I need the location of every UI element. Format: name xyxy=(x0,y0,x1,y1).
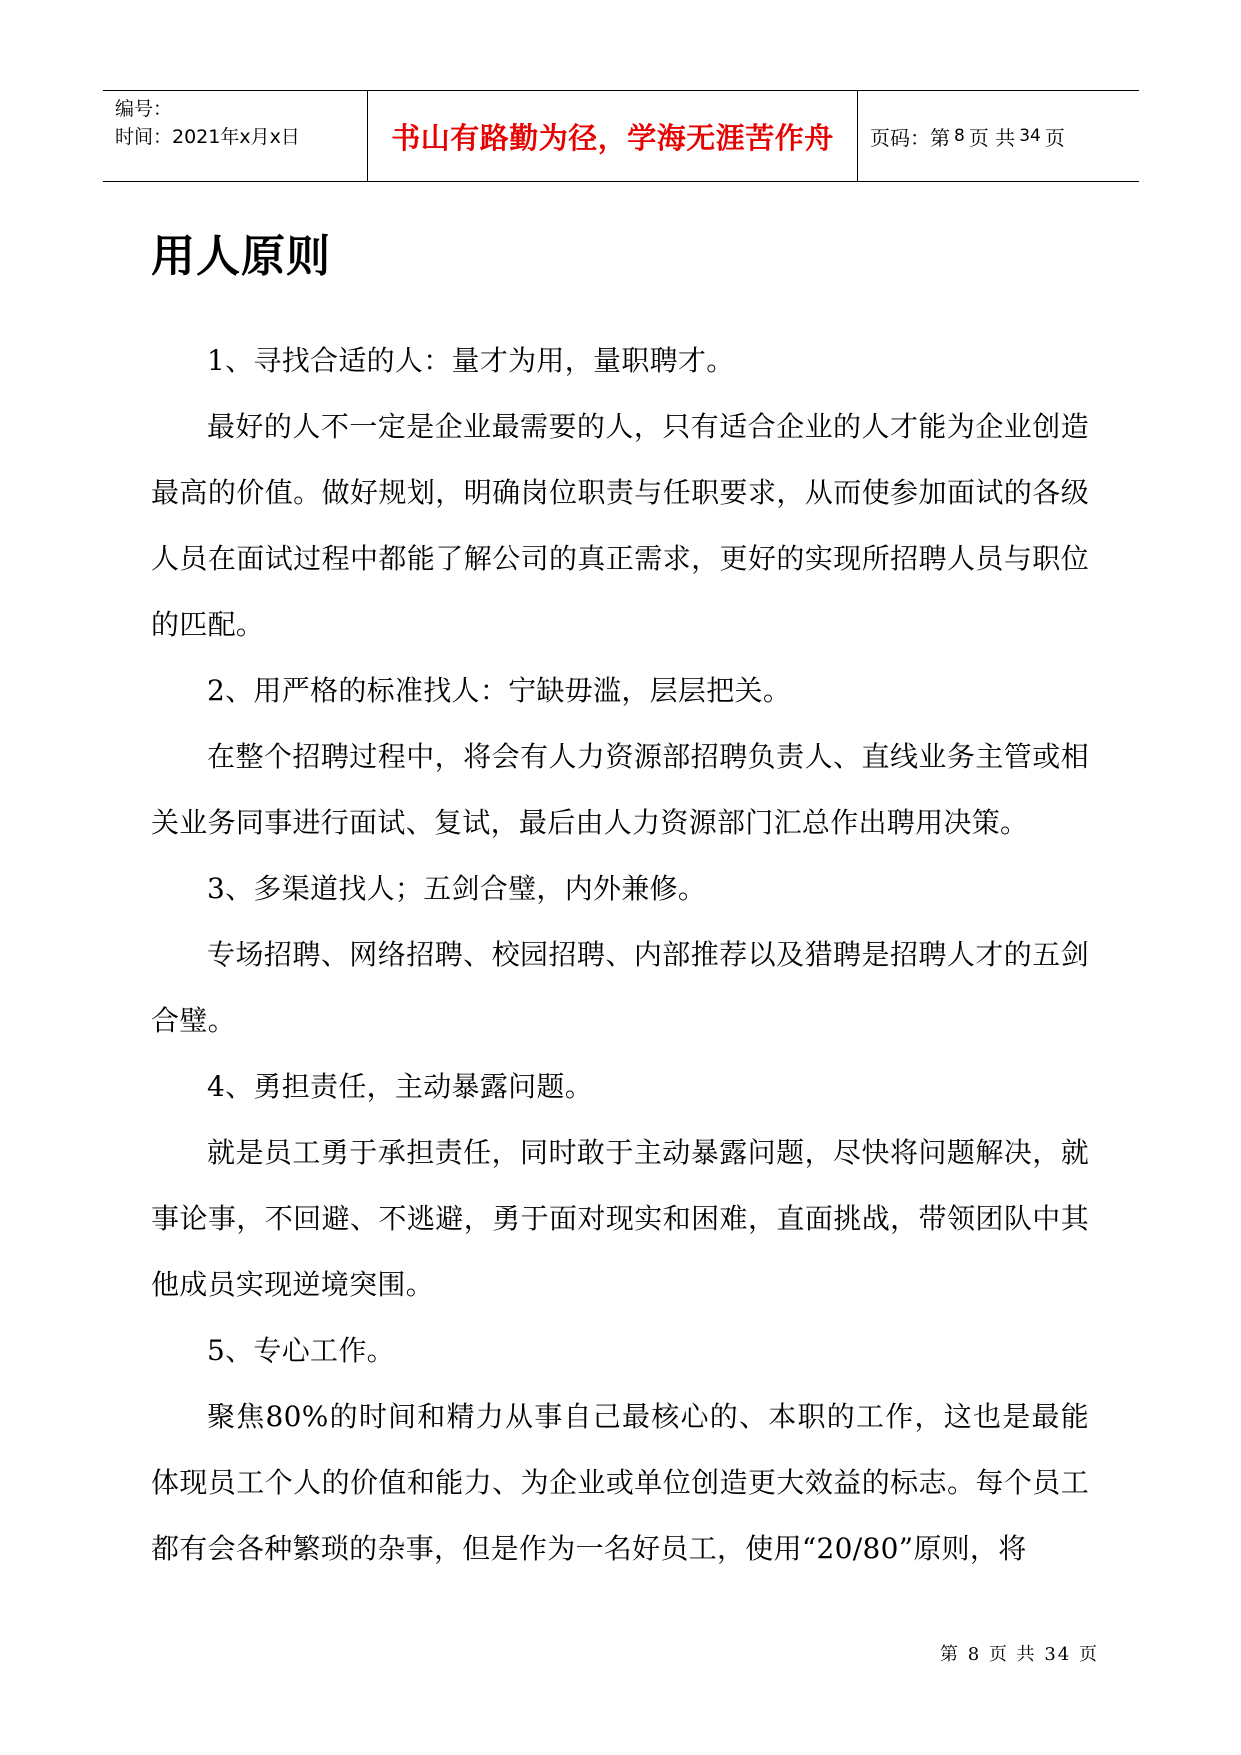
time-label: 时间：2021年x月x日 xyxy=(115,126,300,148)
paragraph: 就是员工勇于承担责任，同时敢于主动暴露问题，尽快将问题解决，就事论事，不回避、不逃避，勇于面对现实和困难，直面挑战，带领团队中其他成员实现逆境突围。 xyxy=(151,1136,1089,1301)
paragraph: 聚焦80%的时间和精力从事自己最核心的、本职的工作，这也是最能体现员工个人的价值和能力、为企业或单位创造更大效益的标志。每个员工都有会各种繁琐的杂事，但是作为一名好员工，使用“20/80”原则，将 xyxy=(151,1400,1089,1565)
paragraph: 最好的人不一定是企业最需要的人，只有适合企业的人才能为企业创造最高的价值。做好规划，明确岗位职责与任职要求，从而使参加面试的各级人员在面试过程中都能了解公司的真正需求，更好的实现所招聘人员与职位的匹配。 xyxy=(151,410,1089,641)
motto-text: 书山有路勤为径，学海无涯苦作舟 xyxy=(391,120,834,155)
page-total: 34 xyxy=(1019,126,1041,146)
paragraph: 3、多渠道找人；五剑合璧，内外兼修。 xyxy=(207,872,707,905)
paragraph: 5、专心工作。 xyxy=(207,1334,395,1367)
paragraph: 4、勇担责任，主动暴露问题。 xyxy=(207,1070,594,1103)
paragraph: 1、寻找合适的人：量才为用，量职聘才。 xyxy=(207,344,735,377)
paragraph: 在整个招聘过程中，将会有人力资源部招聘负责人、直线业务主管或相关业务同事进行面试、复试，最后由人力资源部门汇总作出聘用决策。 xyxy=(151,740,1089,839)
page-suffix: 页 xyxy=(1044,125,1065,150)
page-title: 用人原则 xyxy=(151,231,331,282)
serial-label: 编号： xyxy=(115,98,173,120)
page-header xyxy=(103,90,1139,182)
page-prefix: 页码：第 xyxy=(870,125,950,150)
header-page-info xyxy=(858,91,1139,181)
header-motto-cell xyxy=(367,91,858,181)
page-number: 8 xyxy=(954,126,965,146)
page-mid: 页 共 xyxy=(968,125,1016,150)
paragraph: 2、用严格的标准找人：宁缺毋滥，层层把关。 xyxy=(207,674,792,707)
header-meta xyxy=(103,91,367,181)
document-body xyxy=(151,328,1089,1582)
paragraph: 专场招聘、网络招聘、校园招聘、内部推荐以及猎聘是招聘人才的五剑合璧。 xyxy=(151,938,1089,1037)
page-footer: 第 8 页 共 34 页 xyxy=(940,1644,1099,1665)
